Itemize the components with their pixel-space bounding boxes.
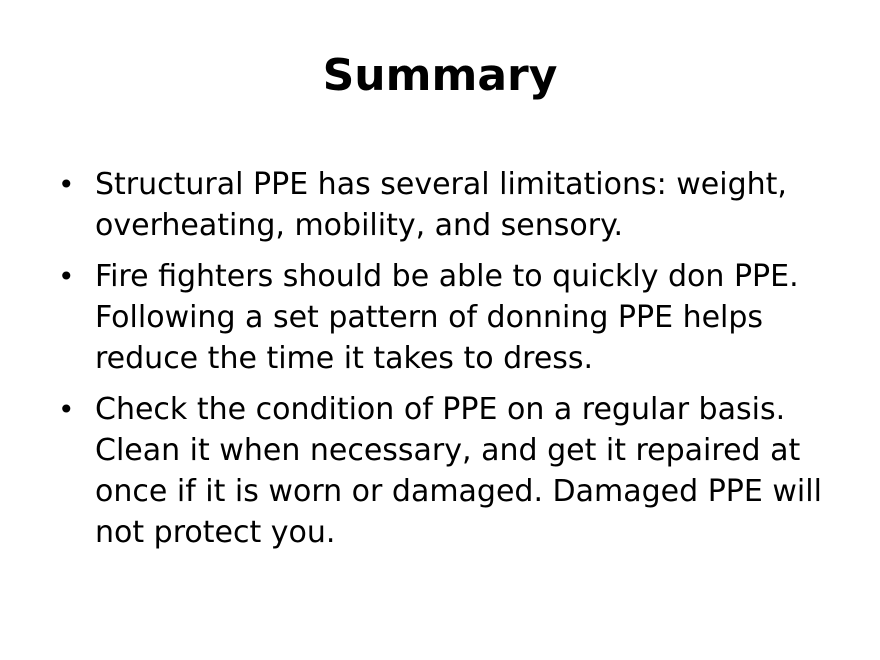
bullet-item-donning — [58, 256, 848, 379]
bullet-text: Fire fighters should be able to quickly don PPE. Following a set pattern of donning PPE helps reduce the time it takes to dress. — [95, 259, 799, 376]
bullet-item-limitations — [58, 164, 848, 246]
bullet-icon: • — [58, 393, 75, 426]
bullet-icon: • — [58, 168, 75, 201]
bullet-item-condition — [58, 389, 848, 553]
bullet-icon: • — [58, 260, 75, 293]
slide-title: Summary — [322, 50, 558, 101]
bullet-list — [58, 164, 848, 563]
bullet-text: Structural PPE has several limitations: weight, overheating, mobility, and sensory. — [95, 167, 787, 243]
bullet-text: Check the condition of PPE on a regular basis. Clean it when necessary, and get it repaired at once if it is worn or damaged. Damaged PPE will not protect you. — [95, 392, 822, 550]
